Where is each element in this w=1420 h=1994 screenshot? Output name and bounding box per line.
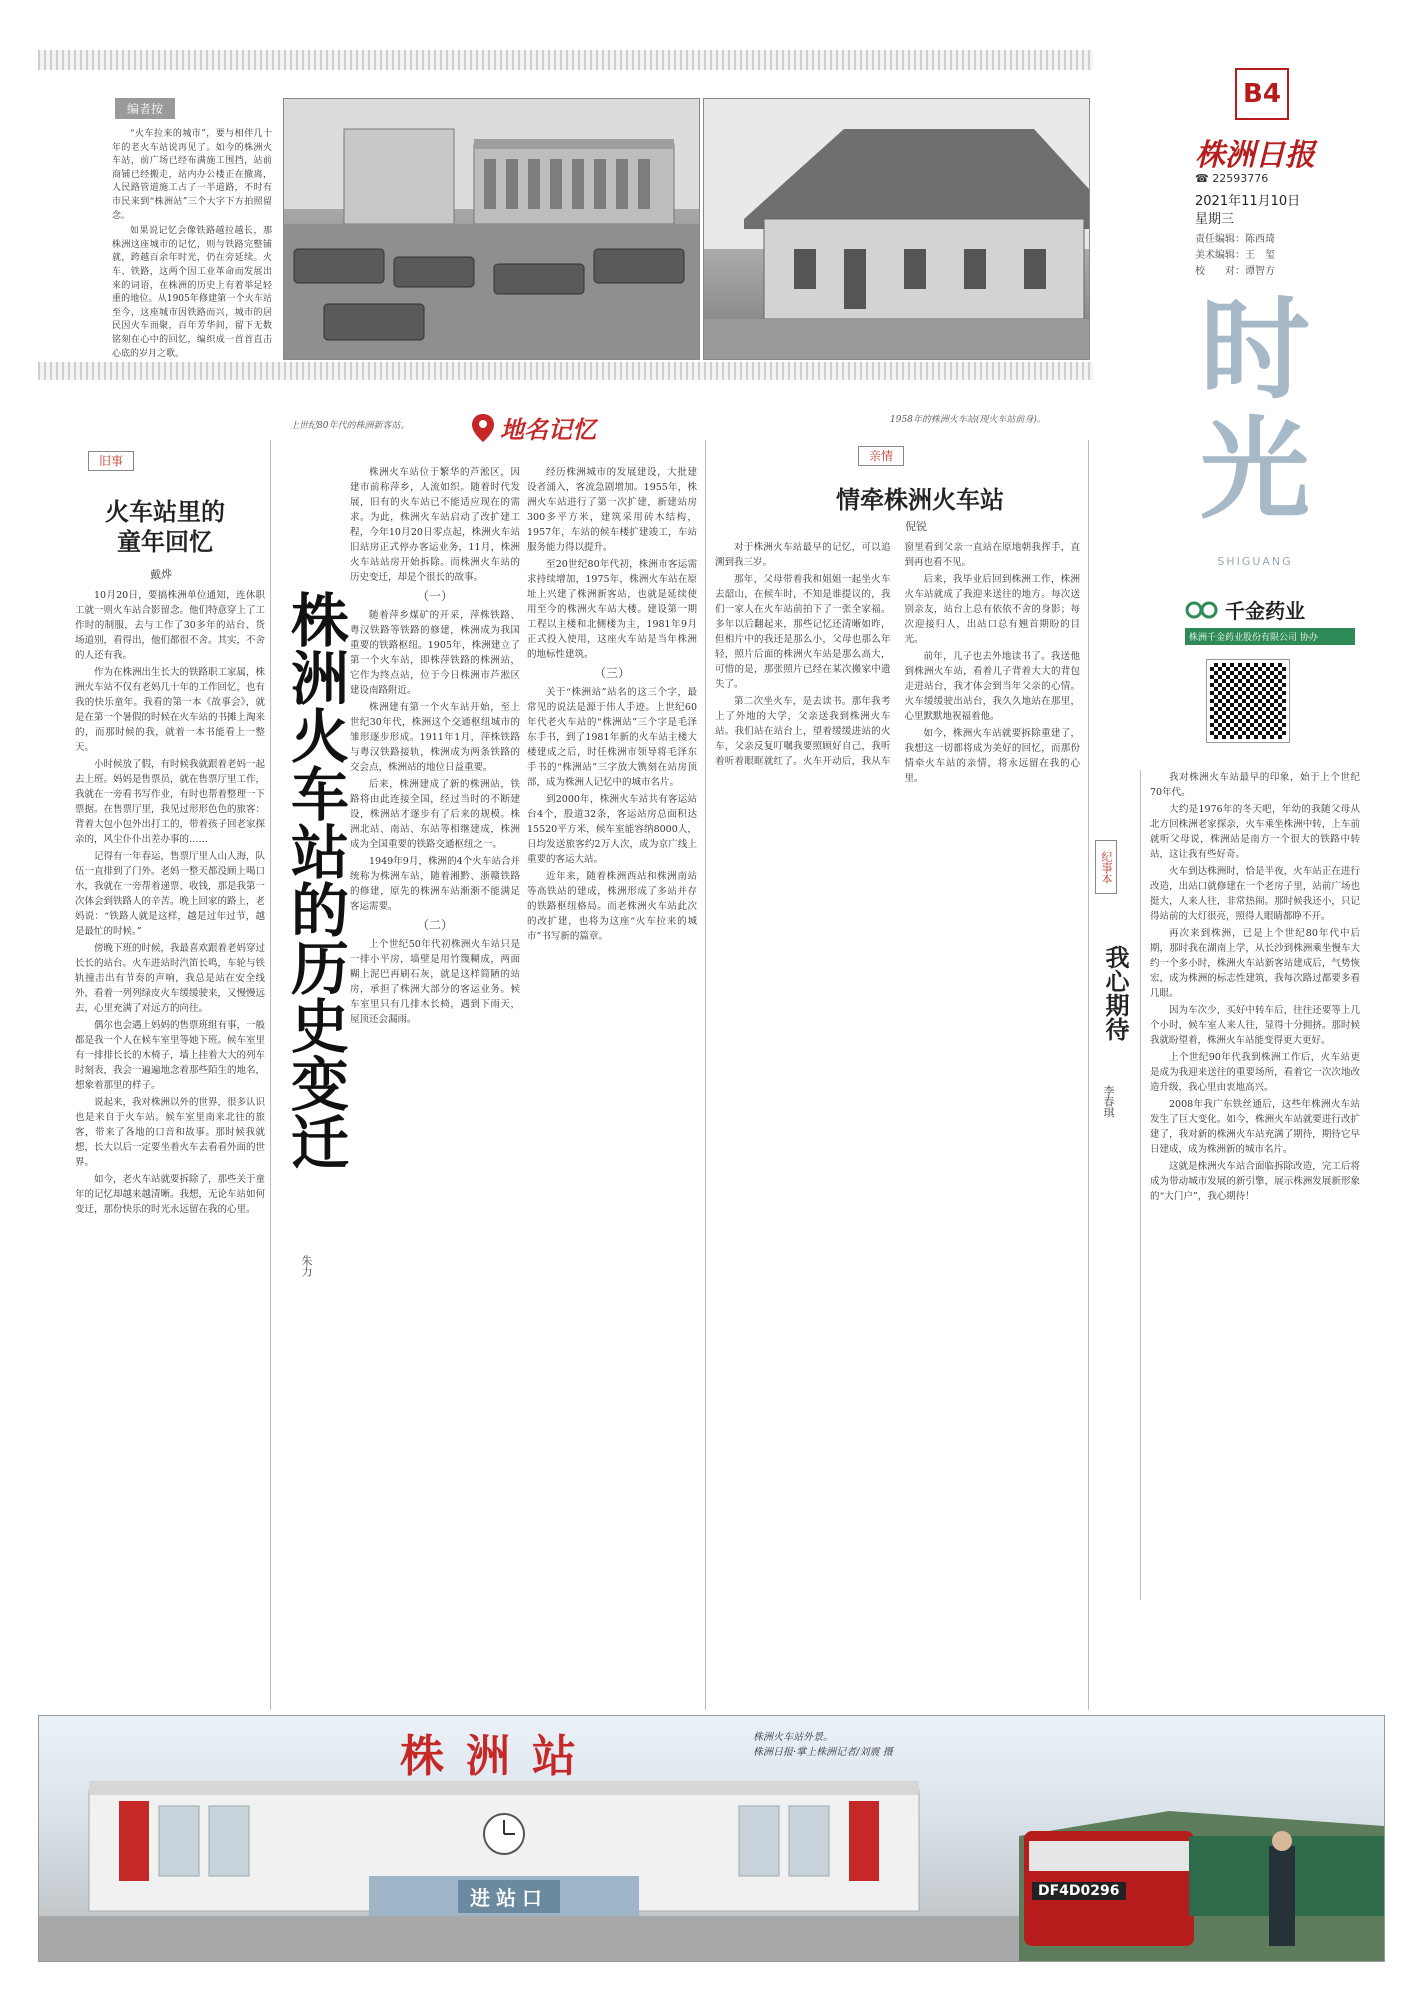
article2-paragraph: 1949年9月，株洲的4个火车站合并统称为株洲车站，随着湘黔、浙赣铁路的修建，原先的株洲车站渐渐不能满足客运需要。 [350, 856, 520, 912]
article2-paragraph: 至20世纪80年代初，株洲市客运需求持续增加，1975年，株洲火车站在原址上兴建了株洲新客站，也就是延续使用至今的株洲火车站大楼。建设第一期工程以主楼和北侧楼为主，1981年9月正式投入使用，这座火车站是当年株洲的地标性建筑。 [527, 559, 697, 660]
editor-note-paragraph: “火车拉来的城市”，要与相伴几十年的老火车站说再见了。如今的株洲火车站，前广场已经布满施工围挡，站前商铺已经搬走，站内办公楼正在撤离，人民路管道施工占了一半道路，不时有市民来到“株洲站”三个大字下方拍照留念。 [112, 129, 272, 221]
mid-stripe [38, 362, 1093, 380]
issue-date: 2021年11月10日 [1195, 194, 1301, 209]
article1-title-line2: 童年回忆 [117, 528, 213, 556]
article3-tag: 亲情 [858, 445, 904, 464]
staff-credits [1195, 232, 1275, 280]
article2-section-number: （一） [416, 589, 453, 603]
article1-paragraph: 10月20日，要搞株洲单位通知，连休职工就一则火车站合影留念。他们特意穿上了工作时的制服，去与工作了30多年的站台、货场道别，看得出，他们都很不舍。其实，不舍的人还有我。 [75, 590, 265, 661]
photo-new-station-1980s [283, 98, 700, 360]
article1-body [75, 588, 265, 1708]
sponsor-logo-icon [1185, 597, 1219, 623]
article4-paragraph: 火车到达株洲时，恰是半夜，火车站正在进行改造，出站口就修建在一个老房子里，站前广场也挺大，人来人往，非常热闹。那时候我还小，只记得站前的大灯很亮，照得人眼睛都睁不开。 [1150, 866, 1360, 922]
page-number-badge: B4 [1235, 68, 1289, 120]
article4-paragraph: 这就是株洲火车站合面临拆除改造，完工后将成为带动城市发展的新引擎，展示株洲发展新形象的“大门户”，我心期待！ [1150, 1161, 1360, 1202]
bottom-caption-line-1: 株洲火车站外景。 [753, 1732, 833, 1743]
photo-caption-2: 1958年的株洲火车站(现火车站前身)。 [890, 415, 1046, 425]
article2-author: 朱力 [300, 1255, 313, 1277]
article2-paragraph: 上个世纪50年代初株洲火车站只是一排小平房，墙壁是用竹篾糊成，两面糊上泥巴再刷石灰，就是这样简陋的站房，承担了株洲大部分的客运业务。候车室里只有几排木长椅，遇到下雨天，屋顶还会漏雨。 [350, 939, 520, 1025]
photo-station-1958 [703, 98, 1090, 360]
article2-column-2 [527, 465, 697, 1710]
bottom-photo [38, 1715, 1385, 1962]
hotline: ☎ 22593776 [1195, 172, 1269, 185]
article1-paragraph: 小时候放了假，有时候我就跟着老妈一起去上班。妈妈是售票员，就在售票厅里工作，我就在一旁看书写作业，有时也帮着整理一下票据。在售票厅里，我见过形形色色的旅客：背着大包小包外出打工的，带着孩子回老家探亲的，风尘仆仆出差办事的…… [75, 759, 265, 845]
article4-tag: 纪事本 [1095, 840, 1117, 894]
article3-paragraph: 那年，父母带着我和姐姐一起坐火车去韶山，在候车时，不知是谁提议的，我们一家人在火车站前拍下了一张全家福。多年以后翻起来，那些记忆还清晰如昨，但相片中的我还是那么小，父母也那么年轻，照片后面的株洲火车站是那么高大，可惜的是，那张照片已经在某次搬家中遗失了。 [715, 574, 891, 690]
column-divider [1140, 770, 1141, 1600]
banner [470, 410, 596, 445]
article2-paragraph: 株洲建有第一个火车站开始，至上世纪30年代，株洲这个交通枢纽城市的雏形逐步形成。1911年1月，萍株铁路与粤汉铁路接轨，株洲成为两条铁路的交会点，株洲站的地位日益重要。 [350, 702, 520, 773]
article2-paragraph: 经历株洲城市的发展建设，大批建设者涌入，客流急剧增加。1955年，株洲火车站进行了第一次扩建，新建站房300多平方米，建筑采用砖木结构，1957年，车站的候车楼扩建竣工，车站服务能力得以提升。 [527, 467, 697, 553]
article2-paragraph: 到2000年，株洲火车站共有客运站台4个，股道32条，客运站房总面积达15520平方米，候车室能容纳8000人，日均发送旅客约2万人次，成为京广线上重要的客运大站。 [527, 794, 697, 865]
entrance-sign: 进站口 [458, 1880, 560, 1913]
article1-paragraph: 傍晚下班的时候，我最喜欢跟着老妈穿过长长的站台。火车进站时汽笛长鸣，车轮与铁轨撞击出有节奏的声响，我总是站在安全线外，看着一列列绿皮火车缓缓驶来，又慢慢远去，心里充满了对远方的向往。 [75, 943, 265, 1014]
article2-intro: 株洲火车站位于繁华的芦淞区，因建市前称萍乡，人流如织。随着时代发展，旧有的火车站已不能适应现在的需求。为此，株洲火车站启动了改扩建工程，今年10月20日零点起，株洲火车站旧站房正式停办客运业务，11月，株洲火车站站房开始拆除。而株洲火车站的历史变迁，却是个很长的故事。 [350, 467, 520, 583]
column-divider [1088, 440, 1089, 1710]
proofreader-credit: 校 对：谭智方 [1195, 266, 1275, 277]
article4-paragraph: 再次来到株洲，已是上个世纪80年代中后期，那时我在湖南上学，从长沙到株洲乘坐慢车大约一个多小时，株洲火车站新客站建成后，气势恢宏，成为株洲的标志性建筑，我每次路过都要多看几眼。 [1150, 928, 1360, 999]
article1-paragraph: 说起来，我对株洲以外的世界，很多认识也是来自于火车站。候车室里南来北往的旅客，带来了各地的口音和故事。那时候我就想，长大以后一定要坐着火车去看看外面的世界。 [75, 1097, 265, 1168]
editor-note-label: 编者按 [115, 98, 175, 119]
editor-credit: 责任编辑：陈西琦 [1195, 234, 1275, 245]
article4-body [1150, 770, 1360, 1605]
station-sign: 株洲站 [400, 1731, 598, 1782]
paper-name: 株洲日报 [1195, 138, 1315, 173]
art-editor-credit: 美术编辑：王 玺 [1195, 250, 1275, 261]
section-title-char-1: 时 [1200, 285, 1310, 414]
article1-paragraph: 作为在株洲出生长大的铁路职工家属，株洲火车站不仅有老妈几十年的工作回忆，也有我的快乐童年。我看的第一本《故事会》，就是在第一个暑假的时候在火车站的书摊上淘来的，而那时候的我，就着一本书能看上一整天。 [75, 667, 265, 753]
article1-title [70, 497, 260, 557]
bottom-photo-caption [753, 1730, 893, 1760]
sponsor-sub: 株洲千金药业股份有限公司 协办 [1185, 628, 1355, 645]
article1-paragraph: 偶尔也会遇上妈妈的售票班组有事，一般都是我一个人在候车室里等她下班。候车室里有一排排长长的木椅子，墙上挂着大大的列车时刻表，我会一遍遍地念着那些陌生的地名，想象着那里的样子。 [75, 1020, 265, 1091]
article2-column-1 [350, 465, 520, 1710]
column-divider [705, 440, 706, 1710]
article1-paragraph: 记得有一年春运，售票厅里人山人海，队伍一直排到了门外。老妈一整天都没顾上喝口水，我就在一旁帮着递票、收钱，那是我第一次体会到铁路人的辛苦。晚上回家的路上，老妈说：“铁路人就是这样，越是过年过节，越是最忙的时候。” [75, 851, 265, 937]
article2-paragraph: 近年来，随着株洲西站和株洲南站等高铁站的建成，株洲形成了多站并存的铁路枢纽格局。而老株洲火车站此次的改扩建，也将为这座“火车拉来的城市”书写新的篇章。 [527, 871, 697, 942]
old-station-illustration [704, 99, 1089, 359]
photo-caption-1: 上世纪80年代的株洲新客站。 [290, 421, 410, 431]
article4-title: 我心期待 [1101, 945, 1129, 1041]
article4-paragraph: 上个世纪90年代我到株洲工作后，火车站更是成为我迎来送往的重要场所，看着它一次次地改造升级，我心里由衷地高兴。 [1150, 1052, 1360, 1093]
banner-label: 地名记忆 [500, 416, 596, 444]
article2-paragraph: 随着萍乡煤矿的开采，萍株铁路、粤汉铁路等铁路的修建，株洲成为我国重要的铁路枢纽。1905年，株洲建立了第一个火车站，即株萍铁路的株洲站，它作为终点站，位于今日株洲市芦淞区建设南路附近。 [350, 610, 520, 696]
top-stripe [38, 50, 1093, 70]
article2-paragraph: 关于“株洲站”站名的这三个字，最常见的说法是源于伟人手迹。上世纪60年代老火车站的“株洲站”三个字是毛泽东手书，到了1981年新的火车站主楼大楼建成之后，时任株洲市领导将毛泽东手书的“株洲站”三字放大镌刻在站房顶部，成为株洲人记忆中的城市名片。 [527, 687, 697, 788]
sponsor-name: 千金药业 [1225, 599, 1305, 623]
section-title [1195, 285, 1315, 534]
article4-paragraph: 我对株洲火车站最早的印象，始于上个世纪70年代。 [1150, 772, 1360, 798]
issue-weekday: 星期三 [1195, 212, 1235, 227]
article1-author: 戴烨 [150, 568, 172, 581]
article2-section-number: （二） [416, 918, 453, 932]
section-title-char-2: 光 [1200, 405, 1310, 534]
article4-paragraph: 2008年我广东铁丝通后，这些年株洲火车站发生了巨大变化。如今，株洲火车站就要进行改扩建了，我对新的株洲火车站充满了期待，期待它早日建成，成为株洲新的城市名片。 [1150, 1099, 1360, 1155]
station-photo-illustration [284, 99, 699, 359]
article3-paragraph: 后来，我毕业后回到株洲工作，株洲火车站就成了我迎来送往的地方。每次送别亲友，站台上总有依依不舍的身影；每次迎接归人，出站口总有翘首期盼的目光。 [904, 574, 1080, 645]
editor-note-paragraph: 如果说记忆会像铁路越拉越长，那株洲这座城市的记忆，则与铁路完整铺就，跨越百余年时光，仍在旁延续。火车、铁路，这两个因工业革命而发展出来的词语，在株洲的历史上有着举足轻重的地位。从1905年修建第一个火车站至今，这座城市因铁路而兴，城市的居民因火车而聚，百年芳华间，留下无数铭刻在心中的回忆，编织成一首首直击心底的岁月之歌。 [112, 226, 272, 358]
qr-code[interactable] [1207, 660, 1289, 742]
article1-title-line1: 火车站里的 [105, 498, 225, 526]
station-front-illustration [39, 1716, 1384, 1961]
article3-paragraph: 如今，株洲火车站就要拆除重建了，我想这一切都将成为美好的回忆，而那份情牵火车站的亲情，将永远留在我的心里。 [904, 728, 1080, 784]
article2-section-number: （三） [593, 666, 630, 680]
article3-paragraph: 对于株洲火车站最早的记忆，可以追溯到我三岁。 [715, 542, 891, 568]
location-pin-icon [470, 412, 496, 444]
article3-author: 倪锐 [905, 520, 927, 533]
locomotive-number: DF4D0296 [1032, 1882, 1126, 1900]
editor-note [112, 128, 272, 358]
article2-paragraph: 后来，株洲建成了新的株洲站，铁路将由此连接全国，经过当时的不断建设，株洲站才逐步有了后来的规模。株洲北站、南站、东站等相继建成，株洲成为全国重要的铁路交通枢纽之一。 [350, 779, 520, 850]
article1-tag: 旧事 [88, 450, 134, 469]
article1-paragraph: 如今，老火车站就要拆除了，那些关于童年的记忆却越来越清晰。我想，无论车站如何变迁，那份快乐的时光永远留在我的心里。 [75, 1174, 265, 1215]
article4-paragraph: 大约是1976年的冬天吧，年幼的我随父母从北方回株洲老家探亲，火车乘坐株洲中转，上车前就听父母说，株洲站是南方一个很大的铁路中转站，这让我有些好奇。 [1150, 804, 1360, 860]
section-pinyin: SHIGUANG [1217, 555, 1293, 568]
article3-body [715, 540, 1080, 1705]
sponsor-block [1185, 595, 1355, 645]
article3-paragraph: 第二次坐火车，是去读书。那年我考上了外地的大学，父亲送我到株洲火车站。我们站在站台上，望着缓缓进站的火车，父亲反复叮嘱我要照顾好自己，我听着听着眼眶就红了。火车开动后，我从车窗里看到父亲一直站在原地朝我挥手，直到再也看不见。 [715, 542, 1080, 767]
article2-title: 株洲火车站的历史变迁 [281, 590, 349, 1170]
article3-paragraph: 前年，儿子也去外地读书了。我送他到株洲火车站，看着儿子背着大大的背包走进站台，我才体会到当年父亲的心情。火车缓缓驶出站台，我久久地站在那里，心里默默地祝福着他。 [904, 651, 1080, 722]
article3-title: 情牵株洲火车站 [836, 486, 1004, 514]
article4-author: 李春琪 [1102, 1085, 1115, 1118]
article4-paragraph: 因为车次少，买好中转车后，往往还要等上几个小时，候车室人来人往，显得十分拥挤。那时候我就盼望着，株洲火车站能变得更大更好。 [1150, 1005, 1360, 1046]
bottom-caption-line-2: 株洲日报·掌上株洲记者/刘震 摄 [753, 1747, 893, 1758]
column-divider [270, 440, 271, 1710]
hotline-number: 22593776 [1212, 172, 1269, 185]
